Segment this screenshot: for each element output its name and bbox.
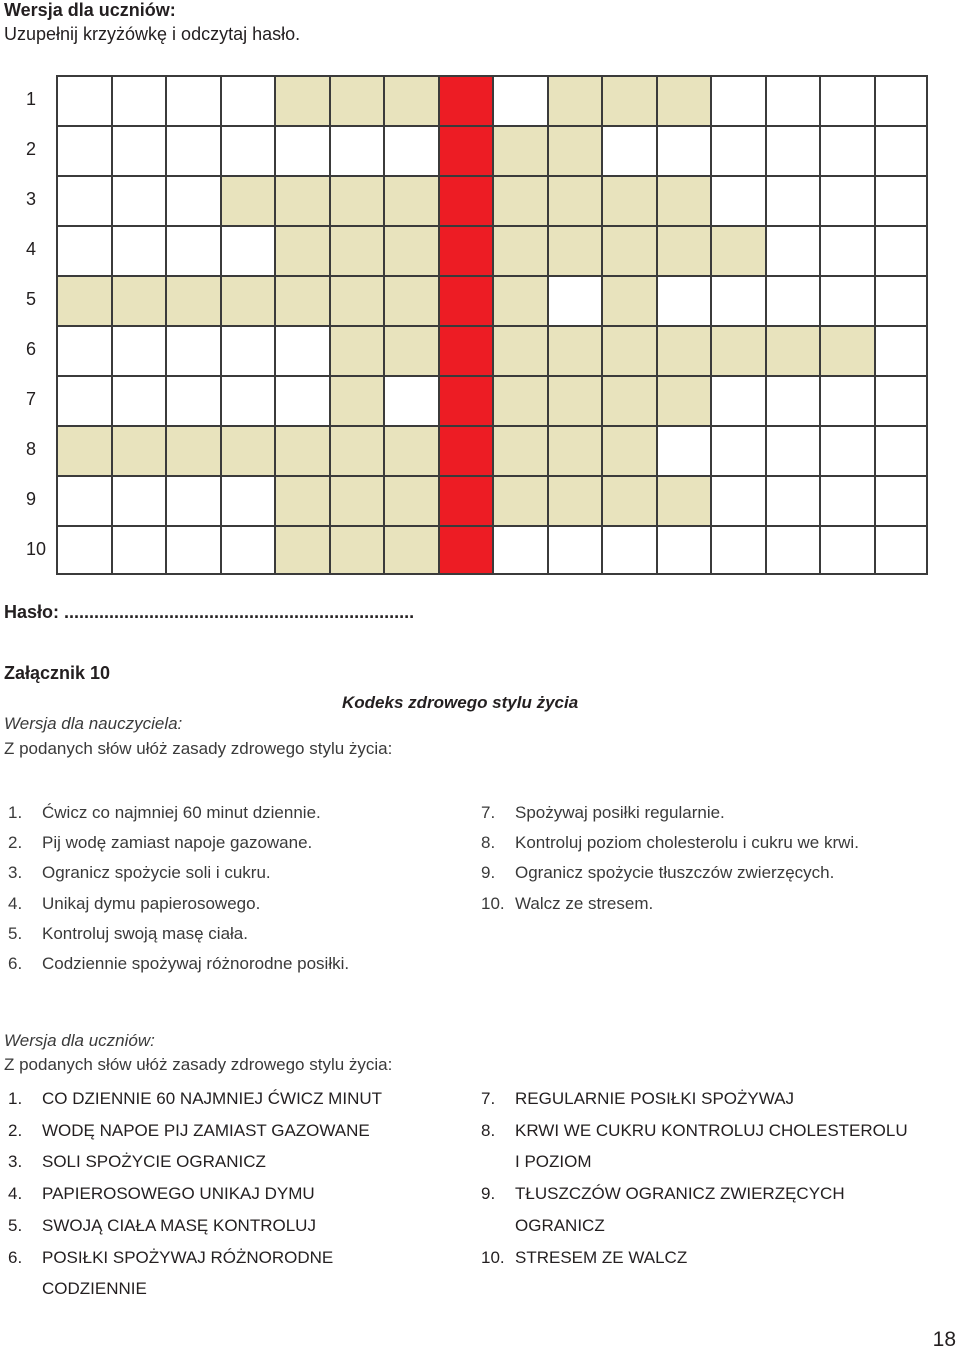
crossword-cell[interactable]	[547, 275, 602, 325]
crossword-cell[interactable]	[165, 425, 220, 475]
rule-number: 10.	[481, 893, 505, 913]
row-number: 2	[26, 139, 37, 159]
crossword-cell[interactable]	[547, 75, 602, 125]
crossword-cell[interactable]	[547, 175, 602, 225]
crossword-cell[interactable]	[601, 375, 656, 425]
crossword-cell[interactable]	[274, 375, 329, 425]
crossword-cell[interactable]	[874, 475, 929, 525]
crossword-cell[interactable]	[220, 425, 275, 475]
row-number: 8	[26, 439, 37, 459]
rule-text: WODĘ NAPOE PIJ ZAMIAST GAZOWANE	[42, 1120, 370, 1140]
password-cell[interactable]	[438, 275, 493, 325]
student-instruction: Z podanych słów ułóż zasady zdrowego stylu życia:	[4, 1055, 393, 1074]
crossword-cell[interactable]	[710, 75, 765, 125]
crossword-cell[interactable]	[329, 475, 384, 525]
crossword-cell[interactable]	[56, 475, 111, 525]
row-number: 6	[26, 339, 37, 359]
rule-text: Unikaj dymu papierosowego.	[42, 893, 261, 913]
password-cell[interactable]	[438, 475, 493, 525]
crossword-cell[interactable]	[274, 225, 329, 275]
crossword-cell[interactable]	[274, 425, 329, 475]
crossword-cell[interactable]	[111, 375, 166, 425]
crossword-cell[interactable]	[710, 225, 765, 275]
crossword-cell[interactable]	[274, 125, 329, 175]
crossword-cell[interactable]	[274, 75, 329, 125]
crossword-cell[interactable]	[710, 475, 765, 525]
teacher-instruction: Z podanych słów ułóż zasady zdrowego stylu życia:	[4, 739, 393, 758]
crossword-cell[interactable]	[819, 525, 874, 575]
rule-text: Ogranicz spożycie tłuszczów zwierzęcych.	[515, 863, 835, 883]
grid-line	[56, 475, 928, 477]
crossword-cell[interactable]	[819, 75, 874, 125]
row-number: 3	[26, 189, 37, 209]
crossword-cell[interactable]	[547, 375, 602, 425]
crossword-cell[interactable]	[710, 525, 765, 575]
crossword-cell[interactable]	[710, 325, 765, 375]
crossword-cell[interactable]	[492, 375, 547, 425]
crossword-cell[interactable]	[656, 525, 711, 575]
crossword-cell[interactable]	[601, 525, 656, 575]
crossword-cell[interactable]	[383, 375, 438, 425]
crossword-cell[interactable]	[492, 275, 547, 325]
password-cell[interactable]	[438, 75, 493, 125]
crossword-cell[interactable]	[383, 325, 438, 375]
crossword-cell[interactable]	[383, 125, 438, 175]
rule-number: 2.	[8, 1120, 23, 1140]
grid-line	[56, 75, 928, 77]
crossword-cell[interactable]	[329, 175, 384, 225]
crossword-cell[interactable]	[874, 525, 929, 575]
crossword-cell[interactable]	[383, 75, 438, 125]
crossword-cell[interactable]	[111, 525, 166, 575]
crossword-cell[interactable]	[710, 125, 765, 175]
crossword-cell[interactable]	[874, 175, 929, 225]
crossword-cell[interactable]	[874, 425, 929, 475]
crossword-cell[interactable]	[601, 175, 656, 225]
crossword-cell[interactable]	[874, 275, 929, 325]
rule-text: REGULARNIE POSIŁKI SPOŻYWAJ	[515, 1089, 794, 1108]
crossword-cell[interactable]	[656, 275, 711, 325]
crossword-cell[interactable]	[56, 375, 111, 425]
crossword-cell[interactable]	[220, 475, 275, 525]
crossword-cell[interactable]	[111, 225, 166, 275]
crossword-cell[interactable]	[765, 325, 820, 375]
crossword-cell[interactable]	[274, 475, 329, 525]
crossword-cell[interactable]	[165, 175, 220, 225]
crossword-cell[interactable]	[819, 425, 874, 475]
password-cell[interactable]	[438, 125, 493, 175]
password-cell[interactable]	[438, 425, 493, 475]
crossword-cell[interactable]	[111, 425, 166, 475]
grid-line	[56, 275, 928, 277]
grid-line	[56, 225, 928, 227]
crossword-cell[interactable]	[274, 275, 329, 325]
crossword-cell[interactable]	[274, 325, 329, 375]
crossword-cell[interactable]	[165, 75, 220, 125]
crossword-cell[interactable]	[710, 275, 765, 325]
rule-number: 3.	[8, 1152, 23, 1172]
crossword-cell[interactable]	[819, 225, 874, 275]
rule-text: SWOJĄ CIAŁA MASĘ KONTROLUJ	[42, 1215, 316, 1235]
rule-text: Kontroluj swoją masę ciała.	[42, 923, 248, 943]
row-number: 10	[26, 539, 47, 559]
crossword-cell[interactable]	[601, 225, 656, 275]
crossword-cell[interactable]	[710, 425, 765, 475]
rule-number: 4.	[8, 893, 23, 913]
crossword-cell[interactable]	[819, 275, 874, 325]
password-cell[interactable]	[438, 375, 493, 425]
crossword-cell[interactable]	[874, 125, 929, 175]
crossword-cell[interactable]	[601, 125, 656, 175]
grid-line	[56, 325, 928, 327]
crossword-cell[interactable]	[111, 275, 166, 325]
rule-text: Walcz ze stresem.	[515, 893, 654, 913]
crossword-cell[interactable]	[547, 425, 602, 475]
password-cell[interactable]	[438, 175, 493, 225]
crossword-cell[interactable]	[547, 325, 602, 375]
crossword-cell[interactable]	[765, 375, 820, 425]
crossword-cell[interactable]	[819, 475, 874, 525]
crossword-cell[interactable]	[656, 375, 711, 425]
password-cell[interactable]	[438, 325, 493, 375]
rule-text: POSIŁKI SPOŻYWAJ RÓŻNORODNE	[42, 1247, 334, 1267]
crossword-cell[interactable]	[165, 525, 220, 575]
crossword-cell[interactable]	[656, 475, 711, 525]
grid-line	[56, 375, 928, 377]
crossword-cell[interactable]	[601, 75, 656, 125]
rule-number: 2.	[8, 833, 23, 853]
crossword-cell[interactable]	[656, 175, 711, 225]
worksheet-title: Wersja dla uczniów:	[4, 0, 176, 20]
crossword-cell[interactable]	[547, 475, 602, 525]
rule-number: 1.	[8, 1089, 23, 1108]
rule-number: 9.	[481, 863, 496, 883]
rule-text: SOLI SPOŻYCIE OGRANICZ	[42, 1152, 266, 1172]
crossword-cell[interactable]	[56, 175, 111, 225]
crossword-cell[interactable]	[220, 375, 275, 425]
crossword-cell[interactable]	[765, 125, 820, 175]
crossword-cell[interactable]	[601, 275, 656, 325]
password-line: Hasło: ......................................................................	[4, 602, 415, 622]
grid-line	[56, 175, 928, 177]
crossword-cell[interactable]	[329, 325, 384, 375]
page-number: 18	[932, 1328, 956, 1351]
grid-line	[56, 125, 928, 127]
crossword-cell[interactable]	[383, 525, 438, 575]
rule-text: Codziennie spożywaj różnorodne posiłki.	[42, 954, 350, 973]
crossword-cell[interactable]	[874, 225, 929, 275]
crossword-cell[interactable]	[656, 225, 711, 275]
crossword-cell[interactable]	[492, 225, 547, 275]
crossword-cell[interactable]	[819, 325, 874, 375]
crossword-cell[interactable]	[819, 175, 874, 225]
crossword-cell[interactable]	[329, 75, 384, 125]
crossword-cell[interactable]	[383, 425, 438, 475]
crossword-grid	[56, 75, 928, 576]
crossword-cell[interactable]	[274, 175, 329, 225]
rule-text: Ogranicz spożycie soli i cukru.	[42, 863, 271, 883]
crossword-cell[interactable]	[220, 275, 275, 325]
crossword-cell[interactable]	[547, 525, 602, 575]
crossword-cell[interactable]	[601, 325, 656, 375]
rule-number: 6.	[8, 1247, 23, 1267]
crossword-cell[interactable]	[656, 425, 711, 475]
grid-line	[56, 525, 928, 527]
row-number: 4	[26, 239, 37, 259]
crossword-cell[interactable]	[492, 425, 547, 475]
crossword-cell[interactable]	[765, 75, 820, 125]
crossword-cell[interactable]	[220, 525, 275, 575]
rule-text: I POZIOM	[515, 1152, 592, 1172]
row-number: 5	[26, 289, 37, 309]
crossword-cell[interactable]	[329, 375, 384, 425]
rule-text: PAPIEROSOWEGO UNIKAJ DYMU	[42, 1184, 315, 1204]
crossword-cell[interactable]	[111, 175, 166, 225]
crossword-cell[interactable]	[601, 425, 656, 475]
rule-number: 7.	[481, 1089, 496, 1108]
crossword-cell[interactable]	[383, 175, 438, 225]
crossword-cell[interactable]	[56, 325, 111, 375]
rule-number: 4.	[8, 1184, 23, 1204]
crossword-cell[interactable]	[220, 325, 275, 375]
crossword-cell[interactable]	[165, 125, 220, 175]
crossword-cell[interactable]	[819, 375, 874, 425]
crossword-cell[interactable]	[56, 75, 111, 125]
crossword-cell[interactable]	[329, 125, 384, 175]
crossword-cell[interactable]	[492, 525, 547, 575]
attachment-title: Załącznik 10	[4, 663, 111, 683]
crossword-cell[interactable]	[601, 475, 656, 525]
worksheet-instruction: Uzupełnij krzyżówkę i odczytaj hasło.	[4, 24, 301, 44]
row-number: 1	[26, 89, 37, 109]
crossword-cell[interactable]	[765, 275, 820, 325]
crossword-cell[interactable]	[765, 175, 820, 225]
rule-text: Pij wodę zamiast napoje gazowane.	[42, 833, 313, 853]
rule-number: 10.	[481, 1247, 505, 1267]
grid-line	[56, 425, 928, 427]
crossword-cell[interactable]	[492, 175, 547, 225]
crossword-cell[interactable]	[547, 125, 602, 175]
crossword-cell[interactable]	[874, 375, 929, 425]
crossword-cell[interactable]	[165, 225, 220, 275]
password-cell[interactable]	[438, 225, 493, 275]
rule-text: CO DZIENNIE 60 NAJMNIEJ ĆWICZ MINUT	[42, 1089, 383, 1108]
crossword-cell[interactable]	[765, 475, 820, 525]
student-version-label: Wersja dla uczniów:	[4, 1031, 155, 1050]
rule-text: CODZIENNIE	[42, 1279, 147, 1299]
crossword-cell[interactable]	[710, 175, 765, 225]
crossword-cell[interactable]	[329, 525, 384, 575]
crossword-cell[interactable]	[165, 375, 220, 425]
rule-number: 3.	[8, 863, 23, 883]
crossword-cell[interactable]	[492, 325, 547, 375]
crossword-cell[interactable]	[765, 425, 820, 475]
crossword-cell[interactable]	[165, 325, 220, 375]
crossword-cell[interactable]	[56, 425, 111, 475]
crossword-cell[interactable]	[329, 275, 384, 325]
crossword-cell[interactable]	[111, 125, 166, 175]
crossword-cell[interactable]	[56, 125, 111, 175]
rule-number: 6.	[8, 954, 23, 973]
rule-number: 5.	[8, 1215, 23, 1235]
rule-text: Spożywaj posiłki regularnie.	[515, 803, 725, 822]
crossword-cell[interactable]	[547, 225, 602, 275]
rule-text: TŁUSZCZÓW OGRANICZ ZWIERZĘCYCH	[515, 1184, 845, 1204]
crossword-cell[interactable]	[220, 125, 275, 175]
crossword-cell[interactable]	[165, 275, 220, 325]
teacher-version-label: Wersja dla nauczyciela:	[4, 714, 183, 733]
crossword-cell[interactable]	[656, 325, 711, 375]
rule-number: 7.	[481, 803, 496, 822]
crossword-cell[interactable]	[765, 225, 820, 275]
crossword-cell[interactable]	[220, 75, 275, 125]
rule-text: STRESEM ZE WALCZ	[515, 1247, 688, 1267]
crossword-cell[interactable]	[874, 325, 929, 375]
crossword-cell[interactable]	[220, 175, 275, 225]
rule-number: 1.	[8, 803, 23, 822]
crossword-cell[interactable]	[383, 475, 438, 525]
crossword-cell[interactable]	[383, 275, 438, 325]
crossword-cell[interactable]	[765, 525, 820, 575]
rule-number: 8.	[481, 1120, 496, 1140]
crossword-cell[interactable]	[819, 125, 874, 175]
row-number: 9	[26, 489, 37, 509]
crossword-cell[interactable]	[329, 225, 384, 275]
row-number: 7	[26, 389, 37, 409]
grid-line	[56, 573, 928, 575]
crossword-cell[interactable]	[329, 425, 384, 475]
crossword-cell[interactable]	[56, 225, 111, 275]
crossword-cell[interactable]	[274, 525, 329, 575]
crossword-cell[interactable]	[56, 275, 111, 325]
rule-number: 9.	[481, 1184, 496, 1204]
password-cell[interactable]	[438, 525, 493, 575]
crossword-cell[interactable]	[165, 475, 220, 525]
crossword-cell[interactable]	[492, 475, 547, 525]
crossword-cell[interactable]	[111, 325, 166, 375]
codex-title: Kodeks zdrowego stylu życia	[342, 693, 579, 712]
rule-text: Ćwicz co najmniej 60 minut dziennie.	[42, 803, 321, 822]
crossword-cell[interactable]	[383, 225, 438, 275]
rule-text: OGRANICZ	[515, 1215, 605, 1235]
crossword-cell[interactable]	[492, 125, 547, 175]
crossword-cell[interactable]	[220, 225, 275, 275]
crossword-cell[interactable]	[874, 75, 929, 125]
crossword-cell[interactable]	[111, 475, 166, 525]
crossword-cell[interactable]	[710, 375, 765, 425]
crossword-cell[interactable]	[492, 75, 547, 125]
rule-text: Kontroluj poziom cholesterolu i cukru we krwi.	[515, 833, 859, 853]
rule-number: 8.	[481, 833, 496, 853]
rule-number: 5.	[8, 923, 23, 943]
crossword-cell[interactable]	[656, 125, 711, 175]
crossword-cell[interactable]	[111, 75, 166, 125]
rule-text: KRWI WE CUKRU KONTROLUJ CHOLESTEROLU	[515, 1120, 908, 1140]
crossword-cell[interactable]	[656, 75, 711, 125]
crossword-cell[interactable]	[56, 525, 111, 575]
